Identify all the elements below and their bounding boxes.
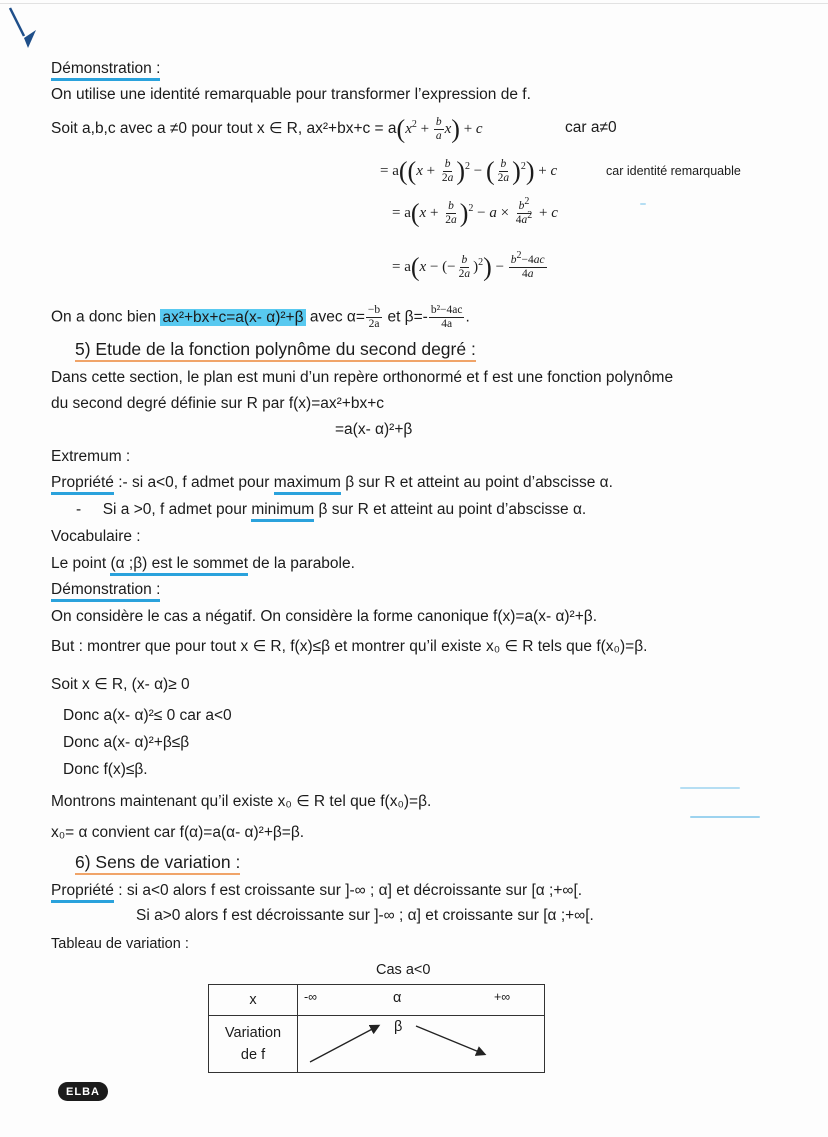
table-x-label: x [209, 985, 298, 1016]
table-row-label: Variation de f [209, 1016, 298, 1073]
alpha-value: α [393, 990, 402, 1006]
sommet-line: Le point (α ;β) est le sommet de la parabole. [51, 554, 355, 574]
propriete-variation-2: Si a>0 alors f est décroissante sur ]-∞ ; α] et croissante sur [α ;+∞[. [136, 907, 594, 924]
propriete-extremum-1: Propriété :- si a<0, f admet pour maximum β sur R et atteint au point d’abscisse α. [51, 473, 613, 493]
demo2-line5: Donc a(x- α)²+β≤β [63, 734, 190, 751]
vocabulaire-label: Vocabulaire : [51, 528, 141, 545]
demo2-line3: Soit x ∈ R, (x- α)≥ 0 [51, 676, 190, 693]
elba-logo: ELBA [58, 1082, 108, 1101]
cas-label: Cas a<0 [376, 962, 431, 978]
demo1-step4: = a(x − (− $\frac{b}{2a}$ )$^2$) − $\frac{b^2-4ac}{4a}$ [392, 250, 545, 282]
variation-arrows [298, 1016, 544, 1072]
demo1-soit-line: Soit a,b,c avec a ≠0 pour tout x ∈ R, $ax^2+bx+c = a(x^2$ + $\frac{b}{a}$ x) + c [51, 114, 483, 144]
demo1-conclusion: On a donc bien ax²+bx+c=a(x- α)²+β avec α= $\frac{-b}{2a}$ et β=- $\frac{\text{b²−4ac}}{4a}$ . [51, 304, 470, 330]
pen-arrow-mark [6, 4, 46, 50]
highlighted-formula: ax²+bx+c=a(x- α)²+β [162, 308, 304, 326]
section5-line2: du second degré définie sur R par f(x)=ax²+bx+c [51, 395, 385, 412]
demo2-line4: Donc a(x- α)²≤ 0 car a<0 [63, 707, 232, 724]
scan-speck [680, 787, 740, 789]
demo2-line1: On considère le cas a négatif. On considère la forme canonique f(x)=a(x- α)²+β. [51, 608, 597, 625]
demo1-step2: = a((x + $\frac{b}{2a}$ )$^2$ − ( $\frac{b}{2a}$ )$^2$) + c [380, 156, 558, 186]
increasing-arrow [310, 1026, 378, 1062]
beta-value: β [394, 1019, 403, 1035]
propriete-extremum-2: - Si a >0, f admet pour minimum β sur R et atteint au point d’abscisse α. [76, 500, 586, 520]
table-variation-cell [298, 1016, 545, 1073]
scan-speck [690, 816, 760, 818]
section6-heading: 6) Sens de variation : [75, 851, 240, 873]
demo1-step3: = a(x + $\frac{b}{2a}$ )$^2$ − a × $\frac{b^2}{4a^2}$ + c [392, 196, 558, 228]
page-top-edge [0, 3, 828, 4]
demo2-line2: But : montrer que pour tout x ∈ R, f(x)≤β et montrer qu’il existe x₀ ∈ R tels que f(x₀)=β. [51, 638, 648, 655]
demo2-line8: x₀= α convient car f(α)=a(α- α)²+β=β. [51, 824, 305, 841]
minus-infinity: -∞ [304, 990, 318, 1004]
demo2-heading: Démonstration : [51, 580, 160, 600]
demo1-intro: On utilise une identité remarquable pour transformer l’expression de f. [51, 86, 531, 103]
decreasing-arrow [416, 1026, 484, 1054]
table-x-values [298, 985, 545, 1016]
demo2-line7: Montrons maintenant qu’il existe x₀ ∈ R tel que f(x₀)=β. [51, 793, 432, 810]
demo1-car-identite: car identité remarquable [606, 164, 741, 178]
extremum-label: Extremum : [51, 448, 131, 465]
section5-line3: =a(x- α)²+β [335, 421, 413, 438]
scan-speck [640, 203, 646, 205]
section5-heading: 5) Etude de la fonction polynôme du second degré : [75, 338, 476, 360]
section5-line1: Dans cette section, le plan est muni d’un repère orthonormé et f est une fonction polynôme [51, 369, 674, 386]
demo1-heading: Démonstration : [51, 59, 160, 79]
variation-table [208, 984, 545, 1073]
propriete-variation-1: Propriété : si a<0 alors f est croissante sur ]-∞ ; α] et décroissante sur [α ;+∞[. [51, 881, 582, 901]
plus-infinity: +∞ [494, 990, 511, 1004]
demo2-line6: Donc f(x)≤β. [63, 761, 148, 778]
tableau-label: Tableau de variation : [51, 936, 189, 952]
demo1-car-a: car a≠0 [565, 119, 617, 136]
